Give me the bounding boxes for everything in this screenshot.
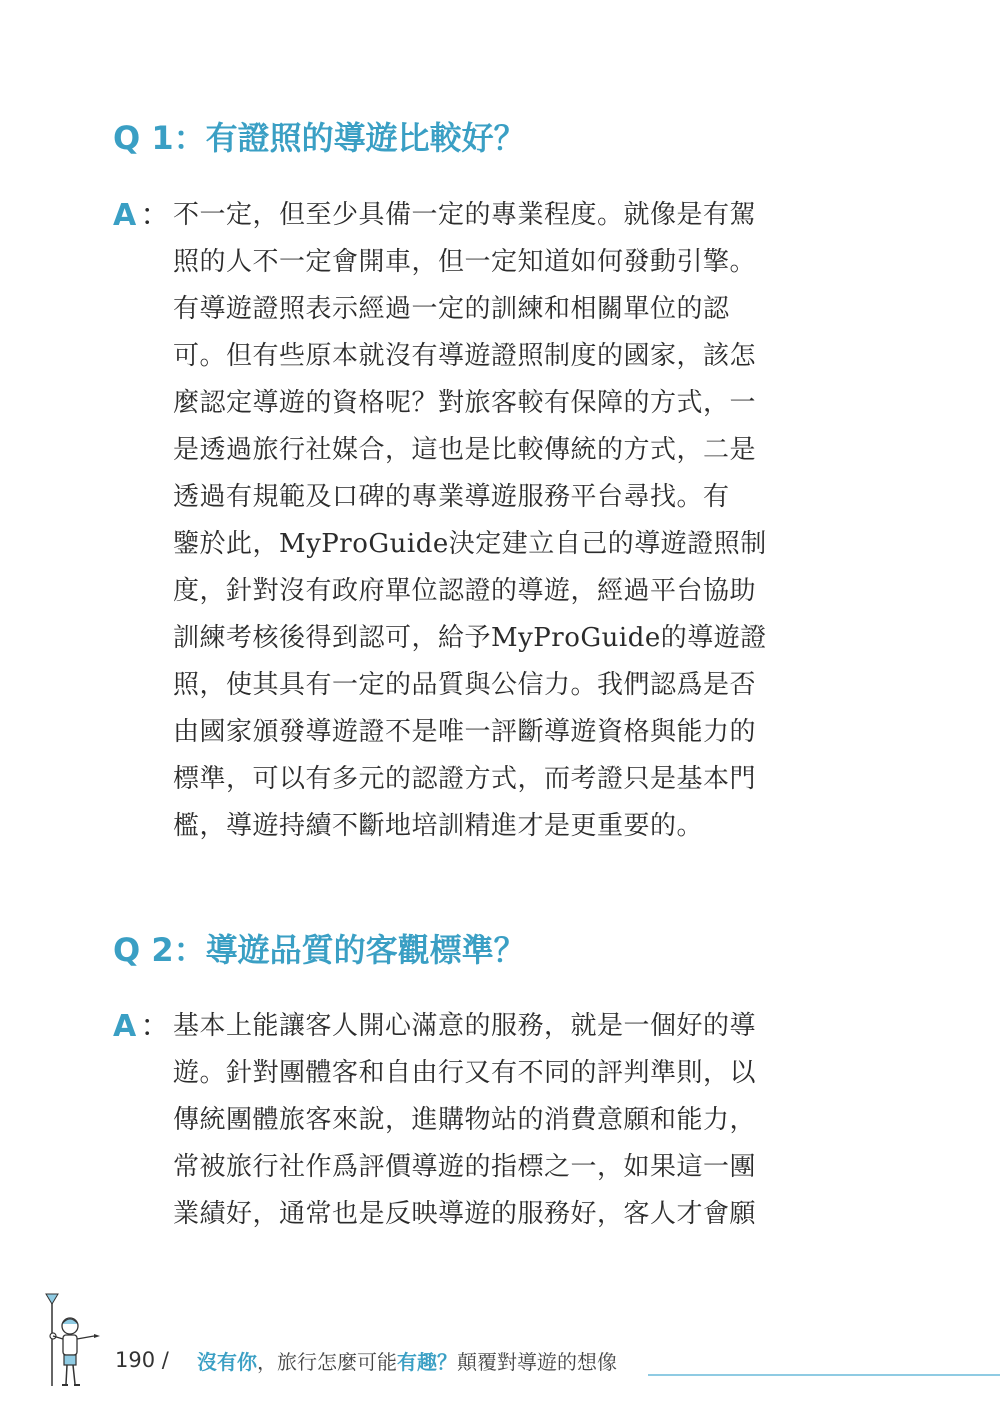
answer-line: 標準，可以有多元的認證方式，而考證只是基本門 [173,764,757,794]
answer-line: 度，針對沒有政府單位認證的導遊，經過平台協助 [173,576,757,606]
answer-colon: ： [140,198,171,233]
answer-line: 鑒於此，MyProGuide決定建立自己的導遊證照制 [173,529,767,559]
answer-letter: A [113,1009,137,1044]
answer-marker [113,192,173,239]
tour-guide-illustration [38,1286,102,1396]
answer-line: 照的人不一定會開車，但一定知道如何發動引擎。 [173,247,757,277]
book-title-part: 沒有你 [197,1350,257,1374]
answer-line: 遊。針對團體客和自由行又有不同的評判準則，以 [173,1058,757,1088]
answer-2-text [173,1003,813,1238]
question-1-heading: Q 1：有證照的導遊比較好？ [113,119,526,157]
page-number: 190 / [115,1348,169,1372]
answer-line: 業績好，通常也是反映導遊的服務好，客人才會願 [173,1199,757,1229]
question-2-heading: Q 2：導遊品質的客觀標準？ [113,931,526,969]
footer-divider [648,1374,1000,1376]
book-title-part: ，旅行怎麼可能 [257,1350,397,1374]
answer-line: 由國家頒發導遊證不是唯一評斷導遊資格與能力的 [173,717,757,747]
answer-line: 有導遊證照表示經過一定的訓練和相關單位的認 [173,294,730,324]
answer-line: 檻，導遊持續不斷地培訓精進才是更重要的。 [173,811,704,841]
answer-line: 基本上能讓客人開心滿意的服務，就是一個好的導 [173,1011,757,1041]
book-title [197,1346,617,1375]
answer-line: 麼認定導遊的資格呢？對旅客較有保障的方式，一 [173,388,757,418]
answer-line: 透過有規範及口碑的專業導遊服務平台尋找。有 [173,482,730,512]
answer-line: 不一定，但至少具備一定的專業程度。就像是有駕 [173,200,757,230]
answer-line: 可。但有些原本就沒有導遊證照制度的國家，該怎 [173,341,757,371]
answer-line: 常被旅行社作爲評價導遊的指標之一，如果這一團 [173,1152,757,1182]
answer-line: 訓練考核後得到認可，給予MyProGuide的導遊證 [173,623,767,653]
book-title-part: 顛覆對導遊的想像 [457,1350,617,1374]
answer-marker [113,1003,173,1050]
answer-letter: A [113,198,137,233]
answer-1-text [173,192,813,850]
answer-line: 照，使其具有一定的品質與公信力。我們認爲是否 [173,670,757,700]
page-footer [0,1286,1000,1396]
answer-line: 傳統團體旅客來說，進購物站的消費意願和能力， [173,1105,757,1135]
answer-colon: ： [140,1009,171,1044]
answer-line: 是透過旅行社媒合，這也是比較傳統的方式，二是 [173,435,757,465]
book-title-part: 有趣？ [397,1350,457,1374]
